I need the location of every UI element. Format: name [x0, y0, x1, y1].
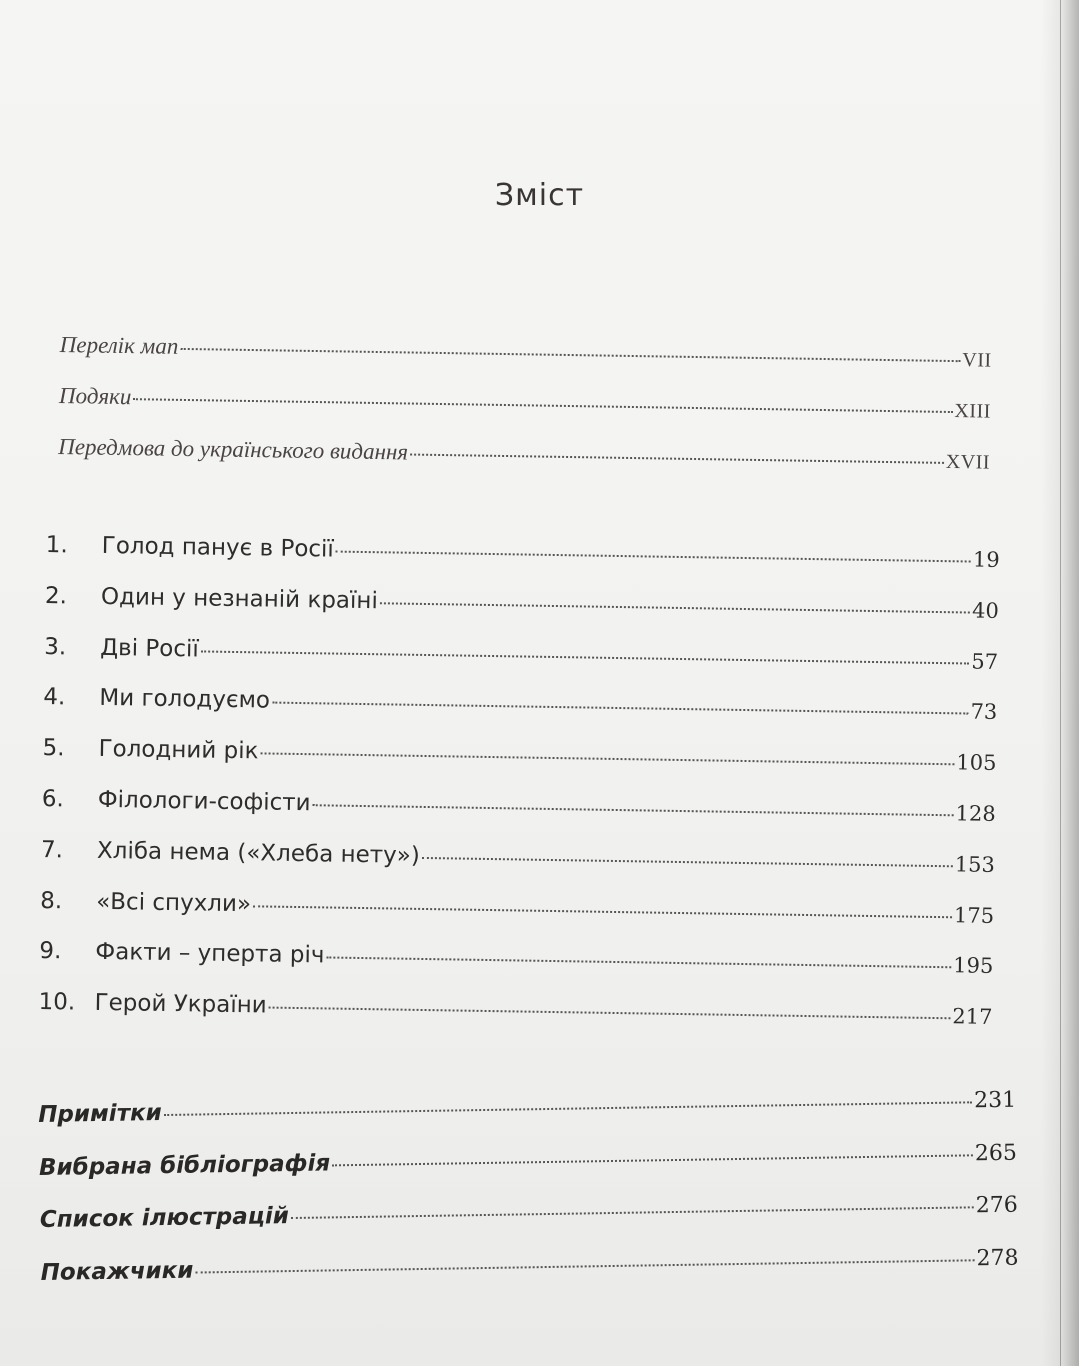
- chapter-list: [38, 532, 1000, 1055]
- chapter-number: 3.: [43, 633, 67, 660]
- toc-entry-label: Передмова до українського видання: [58, 433, 409, 465]
- dot-leader: [180, 348, 960, 362]
- chapter-number: 4.: [43, 684, 66, 711]
- toc-entry-page: 265: [974, 1140, 1018, 1166]
- chapter-page: 195: [953, 953, 994, 979]
- page-title: Зміст: [494, 178, 585, 213]
- chapter-number: 8.: [40, 887, 63, 914]
- chapter-title: Філологи-софісти: [97, 786, 311, 817]
- dot-leader: [326, 957, 951, 969]
- chapter-page: 153: [954, 852, 996, 877]
- toc-entry-page: 231: [973, 1087, 1017, 1114]
- dot-leader: [332, 1154, 973, 1166]
- dot-leader: [269, 1007, 951, 1020]
- toc-entry-page: XIII: [954, 400, 992, 423]
- chapter-title: Один у незнаній країні: [100, 583, 379, 615]
- chapter-number: 6.: [41, 785, 64, 813]
- dot-leader: [313, 804, 954, 816]
- chapter-title: Хліба нема («Хлеба нету»): [96, 837, 421, 869]
- toc-entry-page: 276: [975, 1192, 1018, 1219]
- toc-entry-page: 278: [976, 1245, 1019, 1271]
- chapter-page: 73: [970, 699, 998, 725]
- chapter-number: 10.: [38, 989, 76, 1016]
- dot-leader: [291, 1206, 974, 1219]
- chapter-title: Голод панує в Росії: [101, 532, 335, 563]
- toc-entry-label: Перелік мап: [59, 332, 179, 359]
- dot-leader: [164, 1101, 972, 1116]
- dot-leader: [272, 702, 969, 715]
- dot-leader: [260, 753, 954, 766]
- chapter-title: Дві Росії: [99, 634, 199, 663]
- toc-entry-page: VII: [962, 349, 992, 372]
- chapter-page: 40: [971, 598, 1000, 623]
- chapter-page: 128: [955, 801, 996, 826]
- chapter-title: Факти – уперта річ: [95, 939, 325, 969]
- dot-leader: [380, 602, 970, 613]
- front-matter-list: [58, 332, 992, 500]
- dot-leader: [133, 398, 952, 413]
- chapter-number: 2.: [44, 582, 68, 610]
- toc-entry-page: XVII: [945, 450, 991, 474]
- dot-leader: [253, 905, 952, 918]
- toc-entry-label: Подяки: [58, 382, 132, 410]
- chapter-number: 9.: [39, 938, 62, 965]
- toc-entry-label: Список ілюстрацій: [39, 1203, 290, 1233]
- toc-entry-label: Покажчики: [40, 1257, 194, 1286]
- chapter-number: 7.: [40, 836, 64, 864]
- toc-entry-label: Вибрана бібліографія: [38, 1149, 331, 1181]
- chapter-title: Герой України: [94, 989, 267, 1019]
- chapter-number: 1.: [45, 532, 68, 559]
- dot-leader: [201, 650, 970, 664]
- dot-leader: [336, 551, 971, 563]
- chapter-title: «Всі спухли»: [95, 888, 252, 917]
- dot-leader: [422, 857, 953, 867]
- chapter-page: 57: [971, 649, 999, 674]
- chapter-title: Голодний рік: [98, 736, 259, 765]
- chapter-page: 19: [972, 547, 1000, 572]
- dot-leader: [410, 454, 944, 464]
- chapter-page: 105: [956, 750, 997, 776]
- dot-leader: [195, 1259, 974, 1273]
- chapter-page: 175: [953, 902, 995, 928]
- chapter-number: 5.: [42, 735, 65, 762]
- toc-entry-label: Примітки: [38, 1100, 162, 1128]
- chapter-page: 217: [952, 1004, 993, 1030]
- chapter-title: Ми голодуємо: [99, 685, 271, 714]
- back-matter-list: [38, 1087, 1019, 1312]
